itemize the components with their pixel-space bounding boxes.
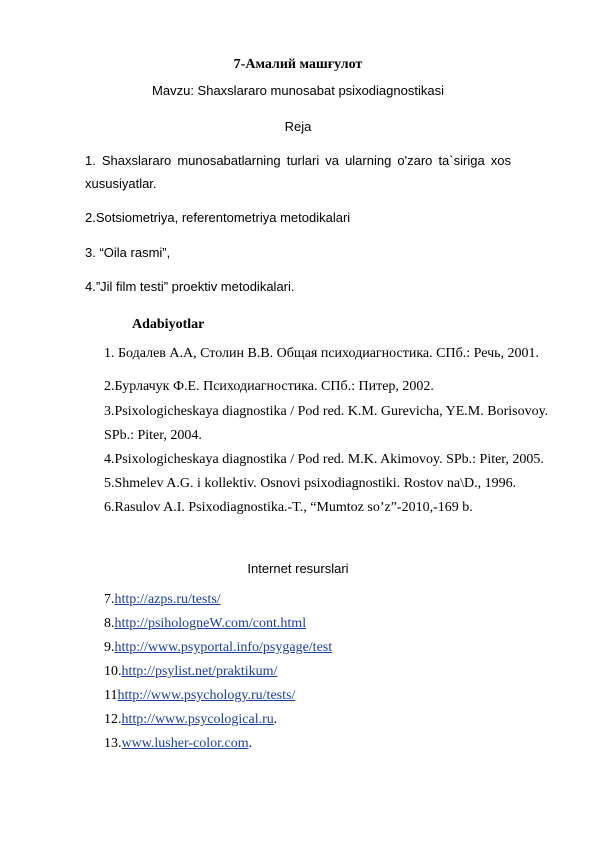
- literature-heading: Adabiyotlar: [132, 317, 205, 332]
- plan-word: ta`siriga: [438, 153, 485, 168]
- plan-word: va: [325, 153, 340, 168]
- internet-resource-item: [104, 688, 295, 704]
- plan-item-2: 2.Sotsiometriya, referentometriya metodikalari: [85, 210, 351, 225]
- internet-heading: Internet resurslari: [247, 561, 349, 576]
- resource-link[interactable]: http://azps.ru/tests/: [114, 592, 221, 607]
- literature-item: 2.Бурлачук Ф.Е. Психодиагностика. СПб.: Питер, 2002.: [104, 379, 434, 394]
- plan-word: 1.: [85, 153, 96, 168]
- internet-resource-item: [104, 736, 252, 752]
- resource-number: 8.: [104, 616, 115, 631]
- resource-number: 12.: [104, 712, 122, 727]
- resource-link[interactable]: http://psylist.net/praktikum/: [121, 664, 278, 679]
- plan-word: o'zaro: [397, 153, 433, 168]
- literature-item: 3.Psixologicheskaya diagnostika / Pod red. K.M. Gurevicha, YE.M. Borisovoy.: [104, 404, 549, 419]
- plan-item-1-line-1: [85, 153, 511, 168]
- page-title: 7-Амалий машғулот: [233, 57, 363, 72]
- resource-number: 10.: [104, 664, 122, 679]
- literature-item: 1. Бодалев А.А, Столин В.В. Общая психодиагностика. СПб.: Речь, 2001.: [104, 346, 539, 361]
- literature-item: SPb.: Piter, 2004.: [104, 428, 202, 443]
- resource-number: 13.: [104, 736, 122, 751]
- resource-suffix: .: [248, 736, 253, 751]
- resource-link[interactable]: www.lusher-color.com: [121, 736, 249, 751]
- resource-link[interactable]: http://psihologneW.com/cont.html: [114, 616, 307, 631]
- internet-resource-item: [104, 592, 221, 608]
- plan-word: Shaxslararo: [101, 153, 172, 168]
- resource-number: 9.: [104, 640, 115, 655]
- topic-heading: Mavzu: Shaxslararo munosabat psixodiagnostikasi: [152, 83, 444, 98]
- plan-heading: Reja: [284, 119, 312, 134]
- resource-number: 7.: [104, 592, 115, 607]
- resource-link[interactable]: http://www.psychology.ru/tests/: [117, 688, 296, 703]
- literature-item: 6.Rasulov A.I. Psixodiagnostika.-T., “Mumtoz so’z”-2010,-169 b.: [104, 500, 473, 515]
- resource-number: 11: [104, 688, 118, 703]
- internet-resource-item: [104, 664, 277, 680]
- plan-item-1-line-2: xususiyatlar.: [85, 176, 157, 191]
- plan-word: turlari: [286, 153, 320, 168]
- internet-resource-item: [104, 712, 277, 728]
- literature-item: 4.Psixologicheskaya diagnostika / Pod red. M.K. Akimovoy. SPb.: Piter, 2005.: [104, 452, 544, 467]
- plan-item-3: 3. “Oila rasmi”,: [85, 245, 171, 260]
- resource-link[interactable]: http://www.psycological.ru: [121, 712, 274, 727]
- plan-word: xos: [490, 153, 511, 168]
- resource-link[interactable]: http://www.psyportal.info/psygage/test: [114, 640, 333, 655]
- internet-resource-item: [104, 616, 306, 632]
- plan-word: ularning: [345, 153, 392, 168]
- plan-item-4: 4.”Jil film testi” proektiv metodikalari.: [85, 279, 295, 294]
- plan-word: munosabatlarning: [177, 153, 281, 168]
- literature-item: 5.Shmelev A.G. i kollektiv. Osnovi psixodiagnostiki. Rostov na\D., 1996.: [104, 476, 517, 491]
- resource-suffix: .: [273, 712, 278, 727]
- internet-resource-item: [104, 640, 332, 656]
